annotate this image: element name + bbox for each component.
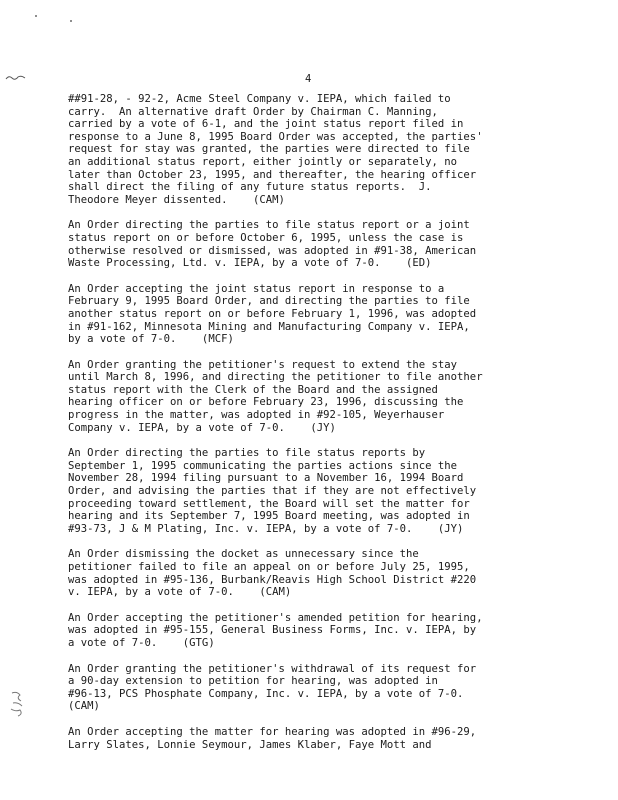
margin-scribble-top	[5, 72, 27, 82]
text-line: Waste Processing, Ltd. v. IEPA, by a vote of 7-0. (ED)	[68, 257, 432, 270]
text-line: until March 8, 1996, and directing the petitioner to file another	[68, 371, 483, 384]
text-line: Theodore Meyer dissented. (CAM)	[68, 193, 285, 206]
text-line: another status report on or before February 1, 1996, was adopted	[68, 307, 477, 320]
text-line: An Order granting the petitioner's withdrawal of its request for	[68, 662, 477, 675]
text-line: in #91-162, Minnesota Mining and Manufacturing Company v. IEPA,	[68, 320, 470, 333]
text-line: carry. An alternative draft Order by Chairman C. Manning,	[68, 105, 438, 118]
text-line: ##91-28, - 92-2, Acme Steel Company v. IEPA, which failed to	[68, 93, 451, 105]
order-paragraph	[68, 283, 608, 346]
margin-scribble-bottom	[8, 690, 28, 718]
text-line: Company v. IEPA, by a vote of 7-0. (JY)	[68, 421, 336, 434]
text-line: Order, and advising the parties that if they are not effectively	[68, 485, 477, 498]
order-paragraph	[68, 663, 608, 713]
text-line: February 9, 1995 Board Order, and directing the parties to file	[68, 295, 470, 308]
text-line: by a vote of 7-0. (MCF)	[68, 333, 234, 346]
text-line: proceeding toward settlement, the Board will set the matter for	[68, 497, 470, 510]
text-line: was adopted in #95-155, General Business Forms, Inc. v. IEPA, by	[68, 624, 477, 637]
text-line: Larry Slates, Lonnie Seymour, James Klaber, Faye Mott and	[68, 738, 432, 751]
text-line: An Order dismissing the docket as unnecessary since the	[68, 548, 419, 561]
text-line: November 28, 1994 filing pursuant to a November 16, 1994 Board	[68, 472, 464, 485]
scan-speck	[35, 15, 37, 17]
order-paragraph	[68, 359, 608, 435]
text-line: An Order accepting the joint status report in response to a	[68, 282, 445, 295]
text-line: a vote of 7-0. (GTG)	[68, 636, 215, 649]
text-line: otherwise resolved or dismissed, was adopted in #91-38, American	[68, 244, 477, 257]
text-line: September 1, 1995 communicating the parties actions since the	[68, 459, 458, 472]
text-line: #96-13, PCS Phosphate Company, Inc. v. IEPA, by a vote of 7-0.	[68, 687, 464, 700]
text-line: An Order accepting the petitioner's amended petition for hearing,	[68, 611, 483, 624]
text-line: An Order directing the parties to file status reports by	[68, 447, 426, 460]
text-line: shall direct the filing of any future status reports. J.	[68, 181, 432, 194]
order-paragraph	[68, 447, 608, 535]
text-line: An Order granting the petitioner's request to extend the stay	[68, 358, 458, 371]
text-line: hearing and its September 7, 1995 Board meeting, was adopted in	[68, 510, 470, 523]
page-number: 4	[305, 73, 312, 85]
scan-speck	[70, 20, 72, 22]
text-line: was adopted in #95-136, Burbank/Reavis High School District #220	[68, 573, 477, 586]
order-paragraph	[68, 93, 608, 206]
text-line: status report on or before October 6, 1995, unless the case is	[68, 231, 464, 244]
text-line: petitioner failed to file an appeal on or before July 25, 1995,	[68, 561, 470, 573]
text-line: request for stay was granted, the parties were directed to file	[68, 143, 470, 156]
text-line: v. IEPA, by a vote of 7-0. (CAM)	[68, 586, 292, 599]
text-line: hearing officer on or before February 23, 1996, discussing the	[68, 396, 464, 409]
order-paragraph	[68, 548, 608, 598]
text-line: An Order accepting the matter for hearing was adopted in #96-29,	[68, 725, 477, 738]
text-line: later than October 23, 1995, and thereafter, the hearing officer	[68, 168, 477, 181]
order-paragraph	[68, 219, 608, 269]
text-line: An Order directing the parties to file status report or a joint	[68, 219, 470, 232]
order-paragraph	[68, 726, 608, 751]
text-line: (CAM)	[68, 700, 100, 713]
text-line: progress in the matter, was adopted in #92-105, Weyerhauser	[68, 409, 445, 422]
text-line: carried by a vote of 6-1, and the joint status report filed in	[68, 118, 464, 131]
text-line: #93-73, J & M Plating, Inc. v. IEPA, by a vote of 7-0. (JY)	[68, 522, 464, 535]
text-line: an additional status report, either jointly or separately, no	[68, 155, 458, 168]
document-body	[68, 93, 608, 764]
text-line: a 90-day extension to petition for hearing, was adopted in	[68, 675, 438, 688]
text-line: response to a June 8, 1995 Board Order was accepted, the parties'	[68, 130, 483, 143]
order-paragraph	[68, 612, 608, 650]
text-line: status report with the Clerk of the Board and the assigned	[68, 383, 438, 396]
